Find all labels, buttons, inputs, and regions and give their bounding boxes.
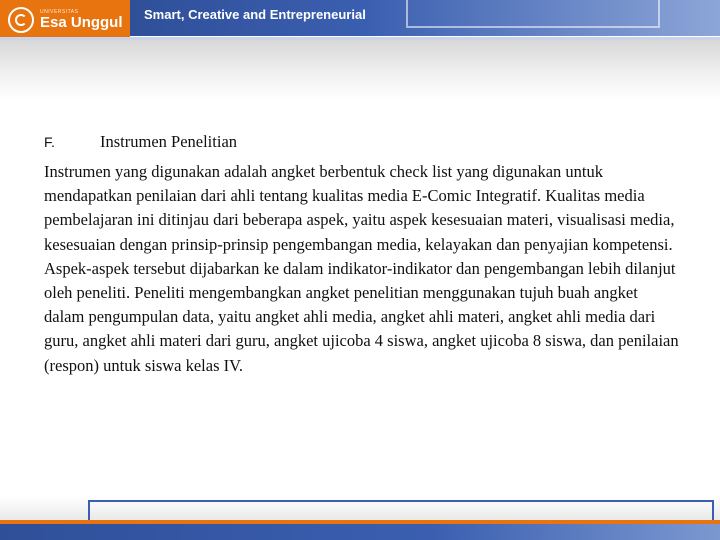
logo-text [40, 10, 123, 30]
slide-header [0, 0, 720, 40]
section-title: Instrumen Penelitian [100, 132, 238, 151]
header-shadow-band [0, 40, 720, 100]
section-heading [44, 130, 684, 154]
logo-small-text: UNIVERSITAS [40, 9, 79, 15]
tagline: Smart, Creative and Entrepreneurial [144, 7, 366, 22]
slide-content [44, 130, 684, 378]
logo-name: Esa Unggul [40, 14, 123, 31]
footer-frame [88, 500, 714, 522]
logo-emblem-icon [8, 7, 34, 33]
tagline-bar [130, 0, 720, 36]
decorative-frame [406, 0, 660, 28]
body-paragraph: Instrumen yang digunakan adalah angket berbentuk check list yang digunakan untuk mendapatkan penilaian dari ahli tentang kualitas media E-Comic Integratif. Kualitas media pembelajaran ini ditinjau dari beberapa aspek, yaitu aspek kesesuaian materi, visualisasi media, kesesuaian dengan prinsip-prinsip pengembangan media, kelayakan dan penyajian kompetensi. Aspek-aspek tersebut dijabarkan ke dalam indikator-indikator dan pengembangan lebih dilanjut oleh peneliti. Peneliti mengembangkan angket penelitian menggunakan tujuh buah angket dalam pengumpulan data, yaitu angket ahli media, angket ahli materi, angket ahli media dari guru, angket ahli materi dari guru, angket ujicoba 4 siswa, angket ujicoba 8 siswa, dan penilaian (respon) untuk siswa kelas IV. [44, 162, 679, 375]
footer-bar [0, 524, 720, 540]
university-logo [0, 0, 130, 40]
section-letter: F. [44, 134, 55, 150]
